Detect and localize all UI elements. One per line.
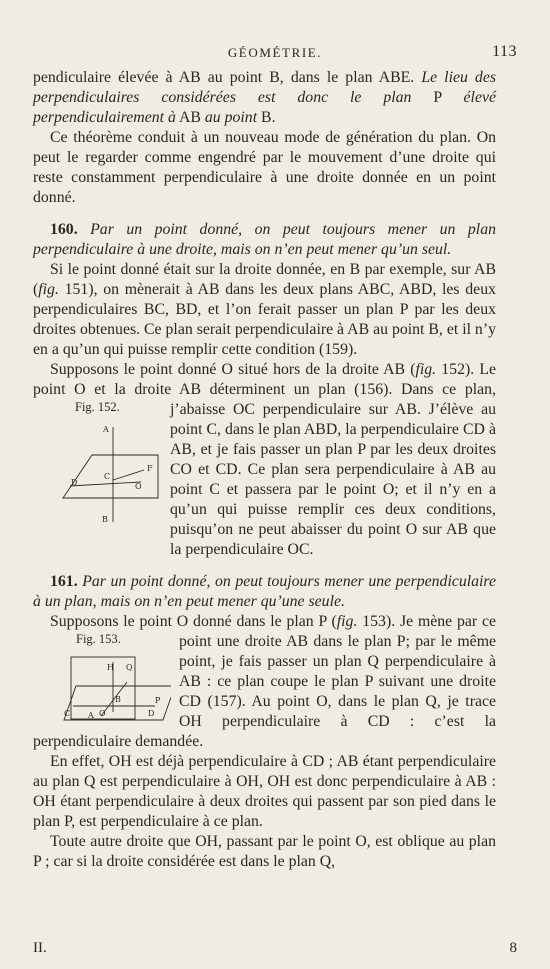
theorem-160 <box>33 220 496 260</box>
label-f: F <box>147 464 153 473</box>
page-number: 113 <box>492 43 517 60</box>
label-p: P <box>155 696 161 705</box>
label-a: A <box>103 425 109 434</box>
body-text <box>33 68 496 872</box>
label-q: Q <box>126 663 133 672</box>
figure-152 <box>30 400 162 542</box>
label-o: O <box>99 709 106 718</box>
paragraph-continuation: pendiculaire élevée à AB au point B, dans le plan ABE. Le lieu des perpendiculaires considérées est donc le plan P élevé perpendiculairement à AB au point B. <box>33 69 496 126</box>
label-d: D <box>148 709 155 718</box>
paragraph-proof-point-off-line: Fig. 152. A B C D F O Supposons le point donné O situé hors de la droite AB (fig. 152). Le point O et la droite AB déterminent un plan (156). Dans ce plan, j’abaisse OC perpendiculaire sur AB. J’élève au point C, dans le plan ABD, la perpendiculaire CD à AB, et je fais passer un plan P par les deux droites CO et CD. Ce plan sera perpendiculaire à AB au point C et passera par le point O; et il n’y en a qu’un qui puisse remplir ces deux conditions, puisqu’on ne peut abaisser du point O sur AB que la perpendiculaire OC. <box>33 360 496 560</box>
label-c: C <box>64 709 71 718</box>
section-number-161: 161. <box>50 573 78 590</box>
sheet-number: 8 <box>509 940 517 956</box>
label-b: B <box>102 515 108 524</box>
section-number-160: 160. <box>50 221 78 238</box>
label-b: B <box>115 695 121 704</box>
label-a: A <box>88 711 94 720</box>
figure-152-diagram <box>30 400 162 542</box>
theorem-161 <box>33 572 496 612</box>
figure-152-caption: Fig. 152. <box>75 400 120 414</box>
paragraph-generation: Ce théorème conduit à un nouveau mode de génération du plan. On peut le regarder comme engendré par le mouvement d’une droite qui reste constamment perpendiculaire à une droite donnée en un point donné. <box>33 129 496 206</box>
running-title: GÉOMÉTRIE. <box>227 45 323 60</box>
paragraph-justification: En effet, OH est déjà perpendiculaire à CD ; AB étant perpendiculaire au plan Q est perpendiculaire à OH, OH est donc perpendiculaire à AB : OH étant perpendiculaire à deux droites qui passent par son pied dans le plan P, est perpendiculaire à ce plan. <box>33 753 496 830</box>
figure-153-caption: Fig. 153. <box>76 632 121 646</box>
paragraph-proof-point-on-line: Si le point donné était sur la droite donnée, en B par exemple, sur AB (fig. 151), on mènerait à AB dans les deux plans ABC, ABD, les deux perpendiculaires BC, BD, et l’on ferait passer un plan P par les deux droites obtenues. Ce plan serait perpendiculaire à AB au point B, et il n’y en a qu’un qui puisse remplir cette condition (159). <box>33 261 496 358</box>
label-d: D <box>71 478 78 487</box>
paragraph-oblique: Toute autre droite que OH, passant par le point O, est oblique au plan P ; car si la droite considérée est dans le plan Q, <box>33 833 496 870</box>
page-footer <box>33 940 517 960</box>
signature-mark: II. <box>33 940 47 956</box>
figure-153-diagram <box>31 632 171 732</box>
label-o: O <box>135 482 142 491</box>
label-h: H <box>107 663 114 672</box>
paragraph-construction: Fig. 153. H Q B P C A O D Supposons le point O donné dans le plan P (fig. 153). Je mène par ce point une droite AB dans le plan P; par le même point, je fais passer un plan Q perpendiculaire à AB : ce plan coupe le plan P suivant une droite CD (157). Au point O, dans le plan Q, je trace OH perpendiculaire à CD : c’est la perpendiculaire demandée. <box>33 613 496 750</box>
theorem-161-statement: Par un point donné, on peut toujours mener une perpendiculaire à un plan, mais on n’en peut mener qu’une seule. <box>33 573 496 610</box>
figure-153 <box>31 632 171 732</box>
running-header <box>0 43 550 63</box>
theorem-160-statement: Par un point donné, on peut toujours mener un plan perpendiculaire à une droite, mais on n’en peut mener qu’un seul. <box>33 221 496 258</box>
label-c: C <box>104 472 111 481</box>
